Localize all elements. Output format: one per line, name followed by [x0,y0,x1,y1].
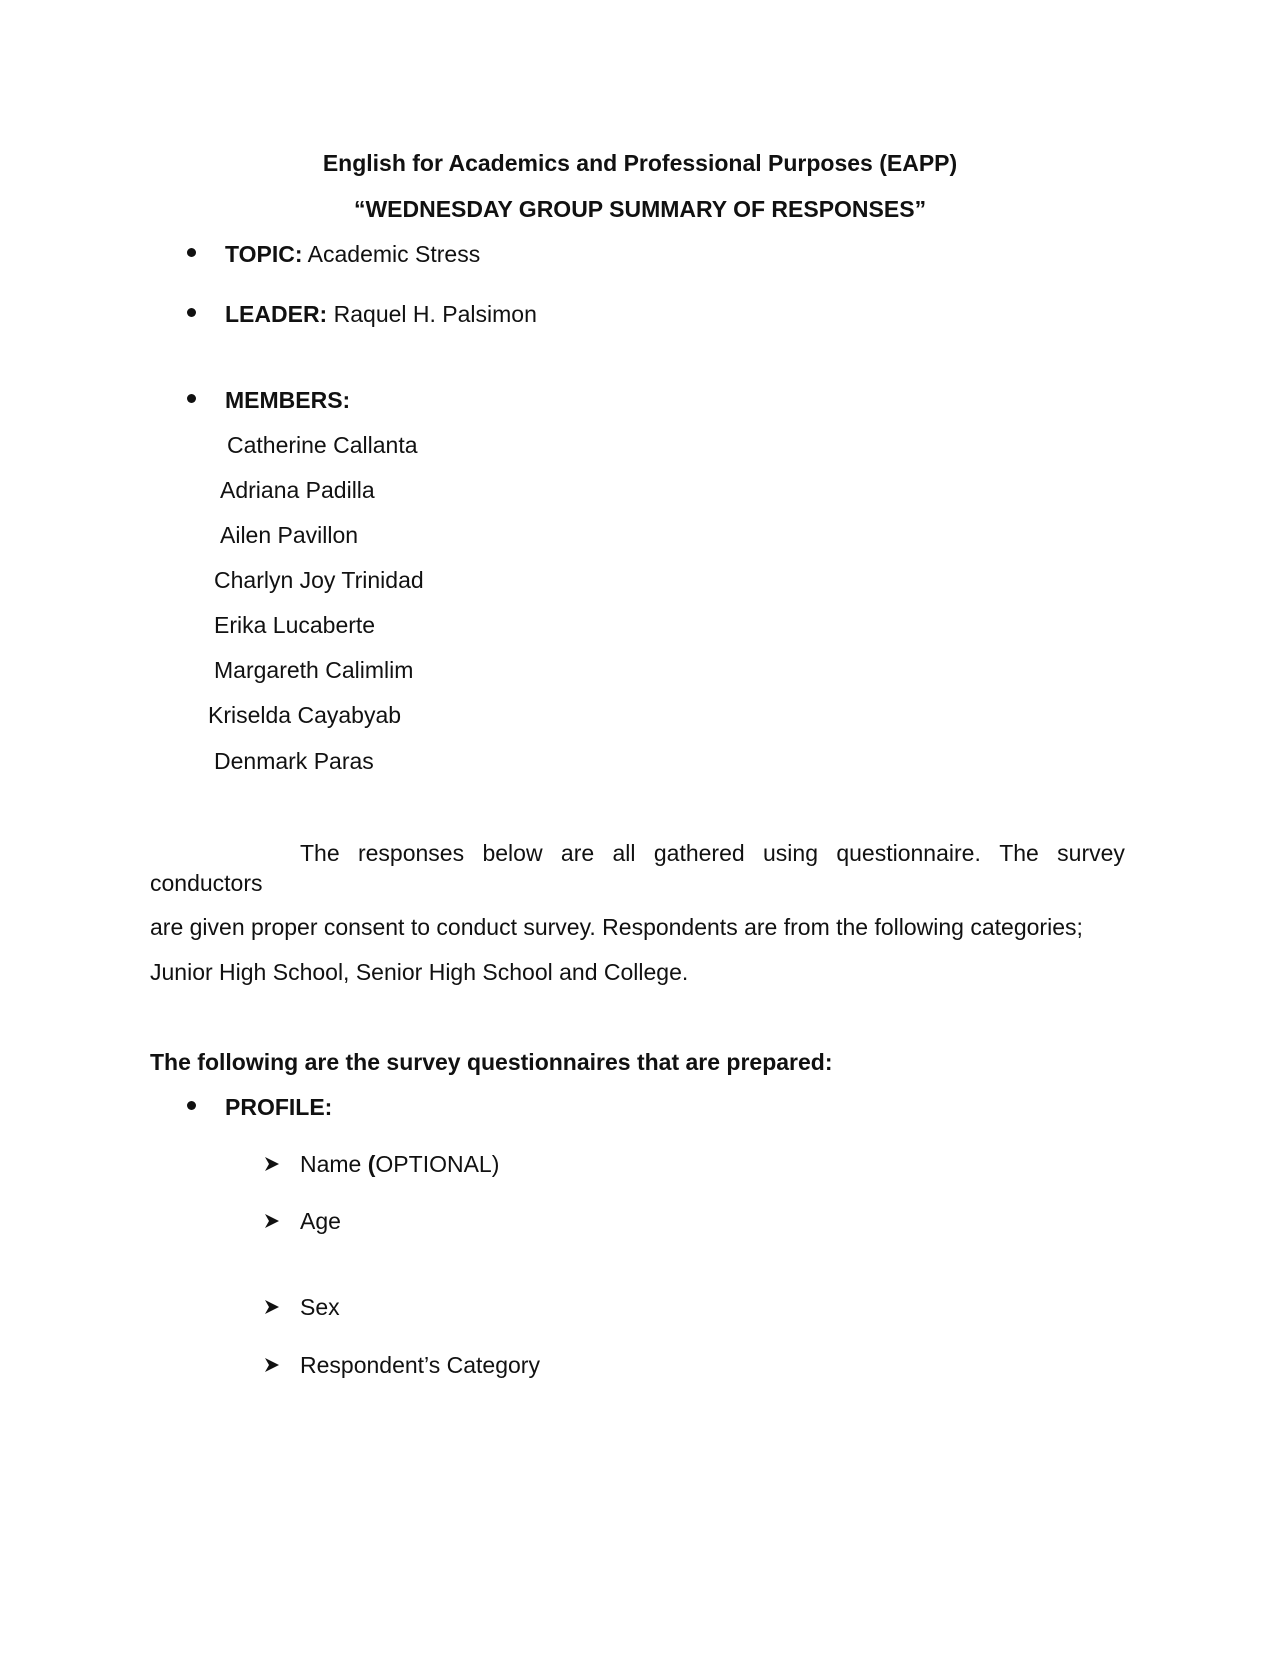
bullet-icon [187,248,196,257]
profile-item-name-text: Name [300,1151,368,1177]
profile-item-name-optional: OPTIONAL) [375,1151,500,1177]
bullet-icon [187,394,196,403]
intro-line-3: are given proper consent to conduct survey. Respondents are from the following categories; [150,914,1083,940]
intro-word: all [612,840,636,866]
leader-value: Raquel H. Palsimon [333,301,537,327]
intro-line-4: Junior High School, Senior High School and College. [150,959,689,985]
profile-item-category: Respondent’s Category [300,1352,540,1378]
topic-label: TOPIC: [225,241,303,267]
intro-word: gathered [653,840,745,866]
intro-word: are [560,840,595,866]
intro-word: The [300,840,340,866]
member-name: Margareth Calimlim [214,657,414,683]
arrow-bullet-icon [264,1213,280,1229]
topic-value: Academic Stress [307,241,481,267]
bullet-icon [187,1101,196,1110]
leader-line [225,300,537,328]
arrow-bullet-icon [264,1156,280,1172]
document-subtitle: “WEDNESDAY GROUP SUMMARY OF RESPONSES” [353,196,927,222]
intro-line-2: conductors [150,870,263,896]
questionnaire-heading: The following are the survey questionnaires that are prepared: [150,1049,833,1075]
member-name: Charlyn Joy Trinidad [214,567,424,593]
topic-line [225,240,480,268]
profile-label: PROFILE: [225,1094,333,1120]
intro-word: survey [1057,840,1125,866]
arrow-bullet-icon [264,1299,280,1315]
intro-word: responses [357,840,465,866]
leader-label: LEADER: [225,301,328,327]
member-name: Denmark Paras [214,748,374,774]
intro-word: The [999,840,1039,866]
bullet-icon [187,308,196,317]
member-name: Ailen Pavillon [220,522,359,548]
profile-item-age: Age [300,1208,341,1234]
profile-item-name [300,1150,499,1178]
intro-word: using [763,840,818,866]
intro-word: questionnaire. [836,840,981,866]
members-label: MEMBERS: [225,387,351,413]
arrow-bullet-icon [264,1357,280,1373]
document-title: English for Academics and Professional Purposes (EAPP) [322,150,958,176]
member-name: Erika Lucaberte [214,612,376,638]
member-name: Catherine Callanta [227,432,418,458]
intro-line-1 [150,839,1125,867]
profile-item-sex: Sex [300,1294,340,1320]
member-name: Adriana Padilla [220,477,375,503]
intro-word: below [482,840,543,866]
member-name: Kriselda Cayabyab [208,702,402,728]
profile-item-name-paren: ( [367,1151,376,1177]
